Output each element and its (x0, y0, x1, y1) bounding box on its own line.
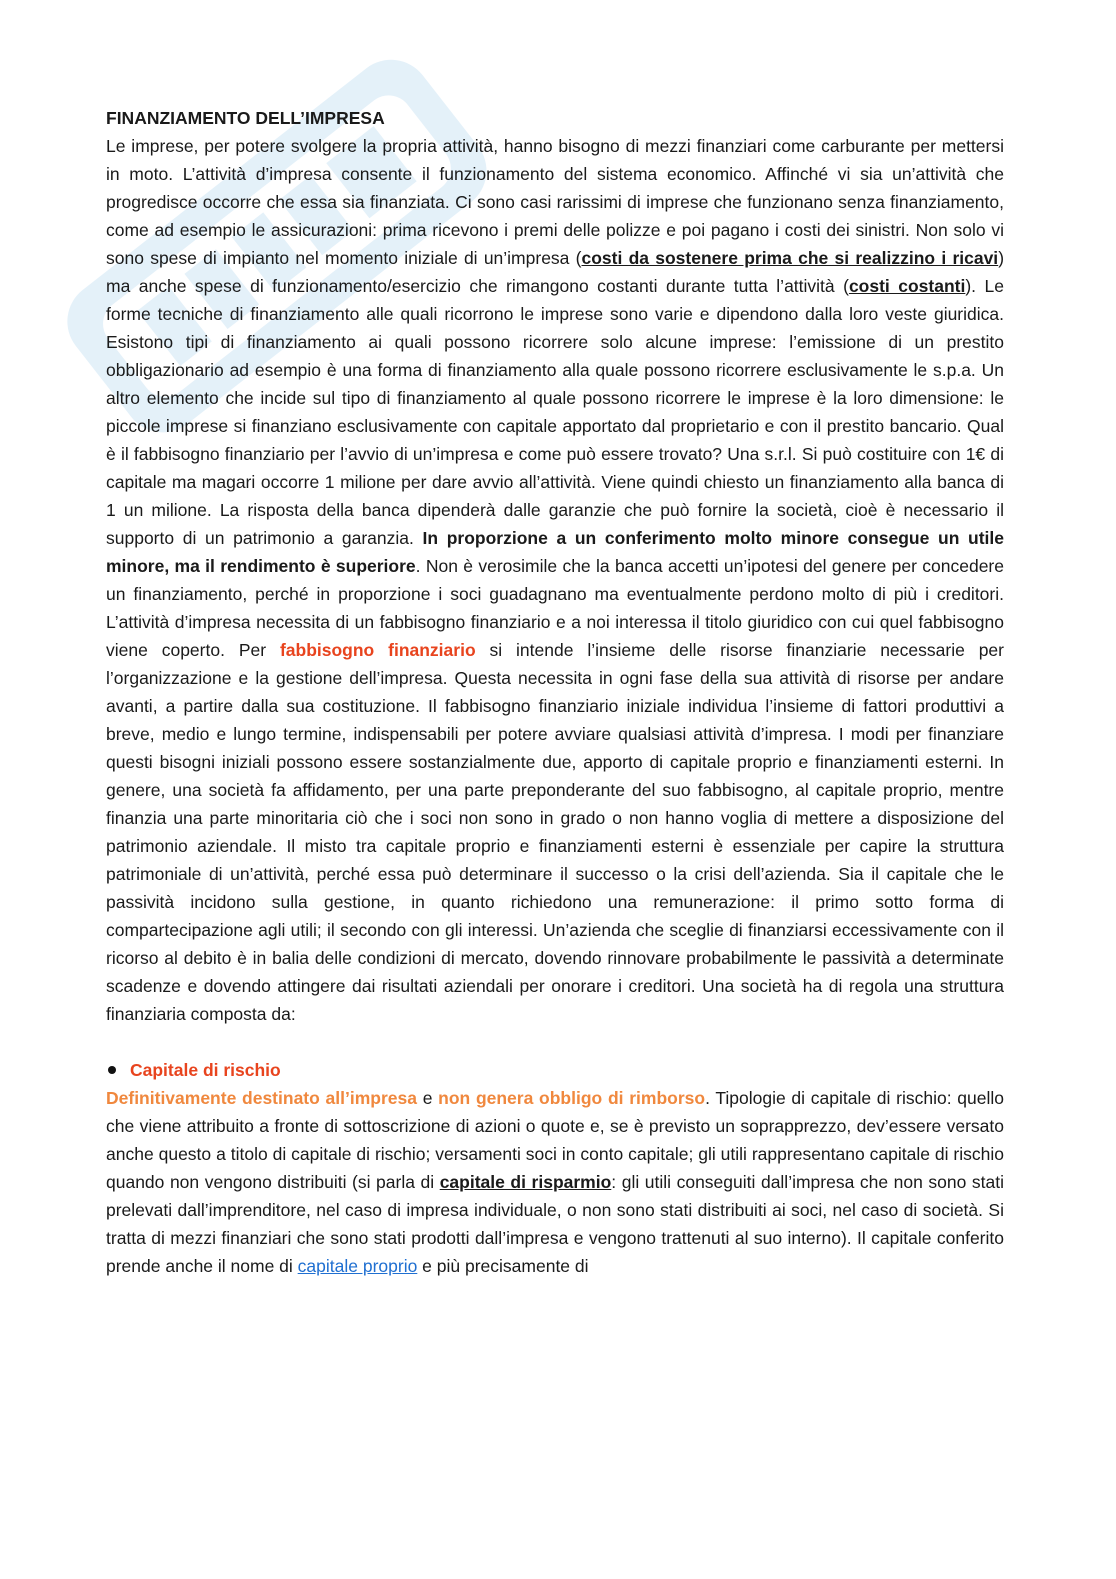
text-run: . Tipologie di capitale di rischio: quello che viene attribuito a fronte di sottoscrizione di azioni o quote e, se è previsto un soprapprezzo, dev’essere versato anche questo a titolo di capitale di rischio; versamenti soci in conto capitale; gli utili rappresentano capitale di rischio quando non vengono distribuiti (si parla di (106, 1088, 1004, 1192)
text-run: ). Le forme tecniche di finanziamento alle quali ricorrono le imprese sono varie e dipendono dalla loro veste giuridica. Esistono tipi di finanziamento ai quali possono ricorrere solo alcune imprese: l’emissione di un prestito obbligazionario ad esempio è una forma di finanziamento alla quale possono ricorrere esclusivamente le s.p.a. Un altro elemento che incide sul tipo di finanziamento al quale possono ricorrere le imprese è la loro dimensione: le piccole imprese si finanziano esclusivamente con capitale apportato dal proprietario e con il prestito bancario. Qual è il fabbisogno finanziario per l’avvio di un’impresa e come può essere trovato? Una s.r.l. Si può costituire con 1€ di capitale ma magari occorre 1 milione per dare avvio all’attività. Viene quindi chiesto un finanziamento alla banca di 1 un milione. La risposta della banca dipenderà dalle garanzie che può fornire la società, cioè è necessario il supporto di un patrimonio a garanzia. (106, 276, 1004, 548)
emphasis-text: Definitivamente destinato all’impresa (106, 1088, 417, 1108)
text-run: e più precisamente di (417, 1256, 589, 1276)
text-run: : gli utili conseguiti dall’impresa che non sono stati prelevati dall’imprenditore, nel caso di impresa individuale, o non sono stati distribuiti ai soci, nel caso di società. Si tratta di mezzi finanziari che sono stati prodotti dall’impresa e vengono trattenuti al suo interno). Il capitale conferito prende anche il nome di (106, 1172, 1005, 1276)
capitale-proprio-link[interactable]: capitale proprio (297, 1256, 418, 1276)
intro-paragraph (106, 132, 1004, 1028)
document-page (106, 104, 1004, 1280)
emphasis-text: capitale di risparmio (439, 1172, 612, 1192)
bullet-label: Capitale di rischio (130, 1060, 281, 1080)
emphasis-text: costi costanti (848, 276, 966, 296)
capitale-rischio-paragraph (106, 1084, 1004, 1280)
text-run: Le imprese, per potere svolgere la propria attività, hanno bisogno di mezzi finanziari come carburante per mettersi in moto. L’attività d’impresa consente il funzionamento del sistema economico. Affinché vi sia un’attività che progredisce occorre che essa sia finanziata. Ci sono casi rarissimi di imprese che funzionano senza finanziamento, come ad esempio le assicurazioni: prima ricevono i premi delle polizze e poi pagano i costi dei sinistri. Non solo vi sono spese di impianto nel momento iniziale di un’impresa ( (106, 136, 1004, 268)
text-run: ) ma anche spese di funzionamento/esercizio che rimangono costanti durante tutta l’attività ( (106, 248, 1005, 296)
emphasis-text: In proporzione a un conferimento molto minore consegue un utile minore, ma il rendimento è superiore (106, 528, 1005, 576)
emphasis-text: non genera obbligo di rimborso (438, 1088, 706, 1108)
emphasis-text: fabbisogno finanziario (279, 640, 476, 660)
text-run: si intende l’insieme delle risorse finanziarie necessarie per l’organizzazione e la gestione dell’impresa. Questa necessita in ogni fase della sua attività di risorse per andare avanti, a partire dalla sua costituzione. Il fabbisogno finanziario iniziale individua l’insieme di fattori produttivi a breve, medio e lungo termine, indispensabili per potere avviare qualsiasi attività d’impresa. I modi per finanziare questi bisogni iniziali possono essere sostanzialmente due, apporto di capitale proprio e finanziamenti esterni. In genere, una società fa affidamento, per una parte preponderante del suo fabbisogno, al capitale proprio, mentre finanzia una parte minoritaria ciò che i soci non sono in grado o non hanno voglia di mettere a disposizione del patrimonio aziendale. Il misto tra capitale proprio e finanziamenti esterni è essenziale per capire la struttura patrimoniale di un’attività, perché essa può determinare il successo o la crisi dell’azienda. Sia il capitale che le passività incidono sulla gestione, in quanto richiedono una remunerazione: il primo sotto forma di compartecipazione agli utili; il secondo con gli interessi. Un’azienda che sceglie di finanziarsi eccessivamente con il ricorso al debito è in balia delle condizioni di mercato, dovendo rinnovare probabilmente le passività a determinate scadenze e dovendo attingere dai risultati aziendali per onorare i creditori. Una società ha di regola una struttura finanziaria composta da: (106, 640, 1004, 1024)
emphasis-text: costi da sostenere prima che si realizzino i ricavi (581, 248, 999, 268)
bullet-item-capitale-rischio (106, 1056, 1004, 1084)
bullet-dot-icon (108, 1066, 116, 1074)
document-title: FINANZIAMENTO DELL’IMPRESA (106, 108, 385, 128)
text-run: . Non è verosimile che la banca accetti un’ipotesi del genere per concedere un finanziamento, perché in proporzione i soci guadagnano ma eventualmente perdono molto di più i creditori. L’attività d’impresa necessita di un fabbisogno finanziario e a noi interessa il titolo giuridico con cui quel fabbisogno viene coperto. Per (106, 556, 1004, 660)
text-run: e (416, 1088, 439, 1108)
